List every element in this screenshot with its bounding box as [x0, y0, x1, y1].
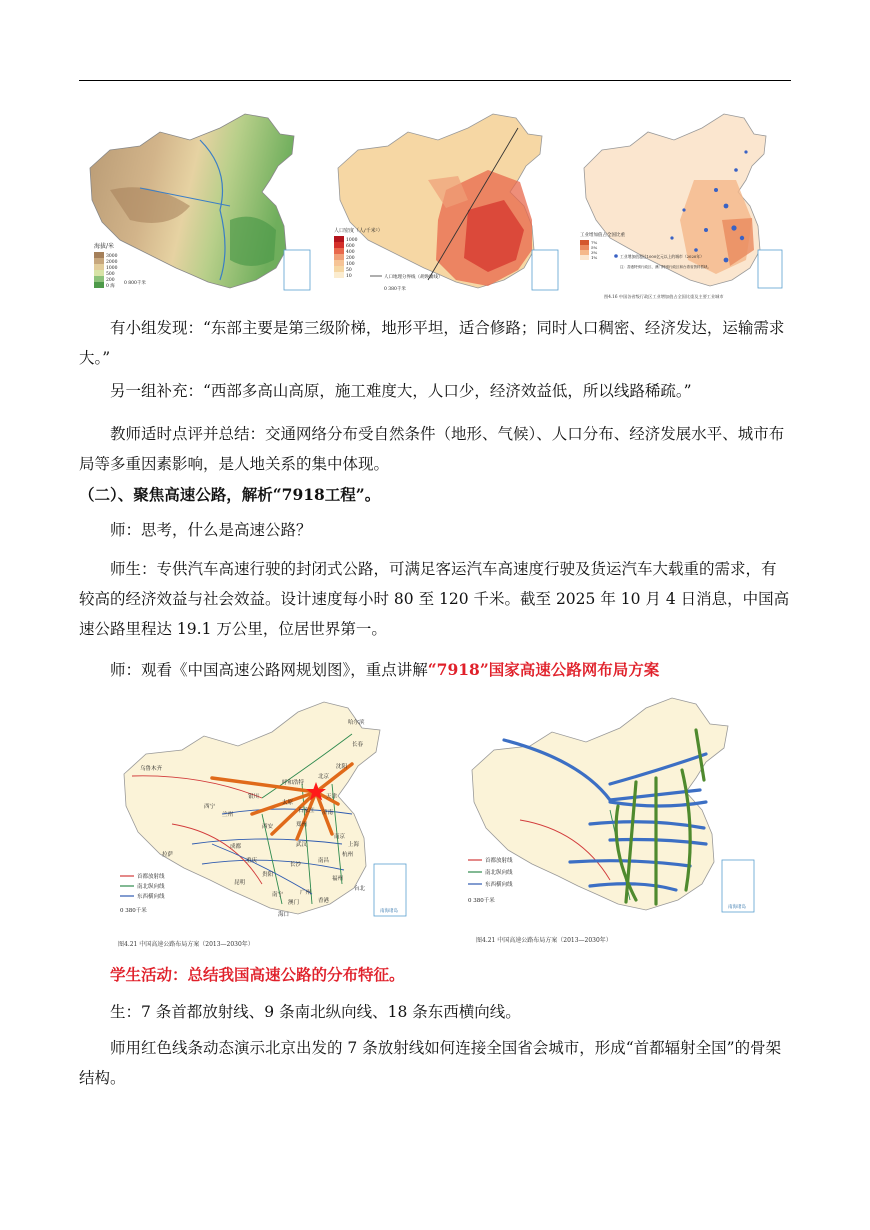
svg-text:人口密度（人/千米²）: 人口密度（人/千米²） — [334, 228, 383, 234]
paragraph-teacher-demo: 师用红色线条动态演示北京出发的 7 条放射线如何连接全国省会城市，形成“首都辐射全国”的骨架结构。 — [79, 1039, 782, 1087]
svg-text:南宁: 南宁 — [272, 892, 284, 898]
highway-legend — [120, 872, 165, 914]
paragraph-map-intro — [79, 655, 791, 685]
paragraph-definition: 师生：专供汽车高速行驶的封闭式公路，可满足客运汽车高速度行驶及货运汽车大载重的需求，有较高的经济效益与社会效益。设计速度每小时 80 至 120 千米。截至 2025 年 10 月 4 日消息，中国高速公路里程达 19.1 万公里，位居世界第一。 — [79, 560, 790, 638]
svg-text:南海诸岛: 南海诸岛 — [728, 905, 746, 910]
paragraph-question: 师：思考，什么是高速公路？ — [110, 521, 312, 539]
svg-text:东西横向线: 东西横向线 — [485, 882, 513, 888]
svg-text:3000: 3000 — [106, 254, 118, 259]
svg-text:50: 50 — [346, 268, 352, 273]
svg-text:人口地理分界线（胡焕庸线）: 人口地理分界线（胡焕庸线） — [384, 275, 443, 280]
svg-text:重庆: 重庆 — [246, 858, 258, 864]
svg-text:武汉: 武汉 — [296, 842, 308, 848]
svg-text:银川: 银川 — [248, 794, 260, 800]
svg-text:贵阳: 贵阳 — [262, 872, 274, 878]
figure-caption: 图4.21 中国高速公路布局方案（2013—2030年） — [476, 937, 612, 944]
svg-text:沈阳: 沈阳 — [336, 764, 348, 770]
svg-text:呼和浩特: 呼和浩特 — [282, 780, 305, 786]
svg-text:0 海: 0 海 — [106, 284, 115, 289]
paragraph-group-supplement: 另一组补充：“西部多高山高原，施工难度大，人口少，经济效益低，所以线路稀疏。” — [110, 382, 692, 400]
svg-text:东西横向线: 东西横向线 — [137, 894, 165, 900]
legend-title: 海拔/米 — [94, 243, 115, 250]
svg-text:拉萨: 拉萨 — [162, 852, 174, 858]
svg-text:0 380千米: 0 380千米 — [120, 908, 147, 914]
intro-text: 师：观看《中国高速公路网规划图》，重点讲解 — [110, 661, 428, 679]
svg-text:天津: 天津 — [326, 794, 338, 800]
svg-text:1000: 1000 — [346, 238, 358, 243]
section-heading: （二）、聚焦高速公路，解析“7918工程”。 — [79, 485, 381, 504]
svg-text:5%: 5% — [591, 245, 598, 250]
svg-text:1%: 1% — [591, 255, 598, 260]
scale-bar: 0 800千米 — [124, 281, 146, 286]
svg-text:台北: 台北 — [354, 886, 366, 892]
paragraph-teacher-summary: 教师适时点评并总结：交通网络分布受自然条件（地形、气候）、人口分布、经济发展水平、城市布局等多重因素影响，是人地关系的集中体现。 — [79, 425, 785, 473]
industry-map — [576, 110, 790, 304]
svg-text:杭州: 杭州 — [342, 852, 354, 858]
header-rule — [79, 80, 791, 81]
svg-text:首都放射线: 首都放射线 — [485, 858, 513, 864]
svg-text:7%: 7% — [591, 240, 598, 245]
svg-text:郑州: 郑州 — [296, 822, 308, 828]
population-map — [328, 110, 568, 300]
svg-text:成都: 成都 — [230, 844, 242, 850]
svg-text:西安: 西安 — [262, 824, 274, 830]
svg-text:济南: 济南 — [322, 810, 334, 816]
svg-text:200: 200 — [346, 256, 355, 261]
svg-text:昆明: 昆明 — [234, 880, 246, 886]
svg-text:500: 500 — [106, 272, 115, 277]
svg-text:600: 600 — [346, 244, 355, 249]
svg-text:200: 200 — [106, 278, 115, 283]
intro-highlight: “7918”国家高速公路网布局方案 — [427, 660, 660, 679]
svg-text:0 380千米: 0 380千米 — [468, 898, 495, 904]
paragraph-group-finding: 有小组发现：“东部主要是第三级阶梯，地形平坦，适合修路；同时人口稠密、经济发达，运输需求大。” — [79, 319, 785, 367]
svg-text:石家庄: 石家庄 — [298, 808, 315, 814]
svg-text:3%: 3% — [591, 250, 598, 255]
figure-caption: 图4.16 中国各省级行政区工业增加值占全国比重及主要工业城市 — [604, 294, 724, 299]
student-activity-heading: 学生活动：总结我国高速公路的分布特征。 — [110, 965, 405, 984]
svg-text:南昌: 南昌 — [318, 858, 330, 864]
svg-text:工业增加值超过1000亿元以上的城市（2020年）: 工业增加值超过1000亿元以上的城市（2020年） — [620, 254, 704, 259]
svg-text:北京: 北京 — [318, 774, 330, 780]
svg-text:首都放射线: 首都放射线 — [137, 874, 165, 880]
highway-grid-map — [460, 690, 760, 946]
svg-text:哈尔滨: 哈尔滨 — [348, 720, 365, 726]
svg-text:100: 100 — [346, 262, 355, 267]
svg-text:海口: 海口 — [278, 912, 290, 918]
svg-text:上海: 上海 — [348, 842, 360, 848]
terrain-map — [80, 110, 320, 300]
svg-text:广州: 广州 — [300, 890, 312, 896]
svg-text:10: 10 — [346, 274, 352, 279]
figure-caption: 图4.21 中国高速公路布局方案（2013—2030年） — [118, 941, 254, 948]
svg-text:太原: 太原 — [282, 800, 294, 806]
svg-text:香港: 香港 — [318, 898, 330, 904]
svg-text:福州: 福州 — [332, 876, 344, 882]
highway-radial-map — [112, 694, 417, 952]
svg-text:长沙: 长沙 — [290, 862, 302, 868]
inset-box — [532, 250, 558, 290]
svg-text:注：香港特别行政区、澳门特别行政区和台湾省资料暂缺。: 注：香港特别行政区、澳门特别行政区和台湾省资料暂缺。 — [620, 265, 711, 269]
inset-box — [758, 250, 782, 288]
svg-text:南北纵向线: 南北纵向线 — [137, 884, 165, 890]
svg-text:南北纵向线: 南北纵向线 — [485, 870, 513, 876]
svg-text:澳门: 澳门 — [288, 900, 300, 906]
svg-text:0 380千米: 0 380千米 — [384, 287, 406, 292]
svg-text:乌鲁木齐: 乌鲁木齐 — [140, 766, 163, 772]
svg-text:400: 400 — [346, 250, 355, 255]
svg-text:长春: 长春 — [352, 742, 364, 748]
paragraph-student-answer: 生：7 条首都放射线、9 条南北纵向线、18 条东西横向线。 — [110, 1003, 521, 1021]
inset-box — [284, 250, 310, 290]
svg-text:南海诸岛: 南海诸岛 — [380, 909, 398, 914]
svg-text:2000: 2000 — [106, 260, 118, 265]
svg-text:1000: 1000 — [106, 266, 118, 271]
svg-text:工业增加值占全国比重: 工业增加值占全国比重 — [580, 233, 625, 238]
svg-text:兰州: 兰州 — [222, 812, 234, 818]
svg-text:西宁: 西宁 — [204, 804, 216, 810]
highway-legend — [468, 856, 513, 904]
svg-text:南京: 南京 — [334, 834, 346, 840]
